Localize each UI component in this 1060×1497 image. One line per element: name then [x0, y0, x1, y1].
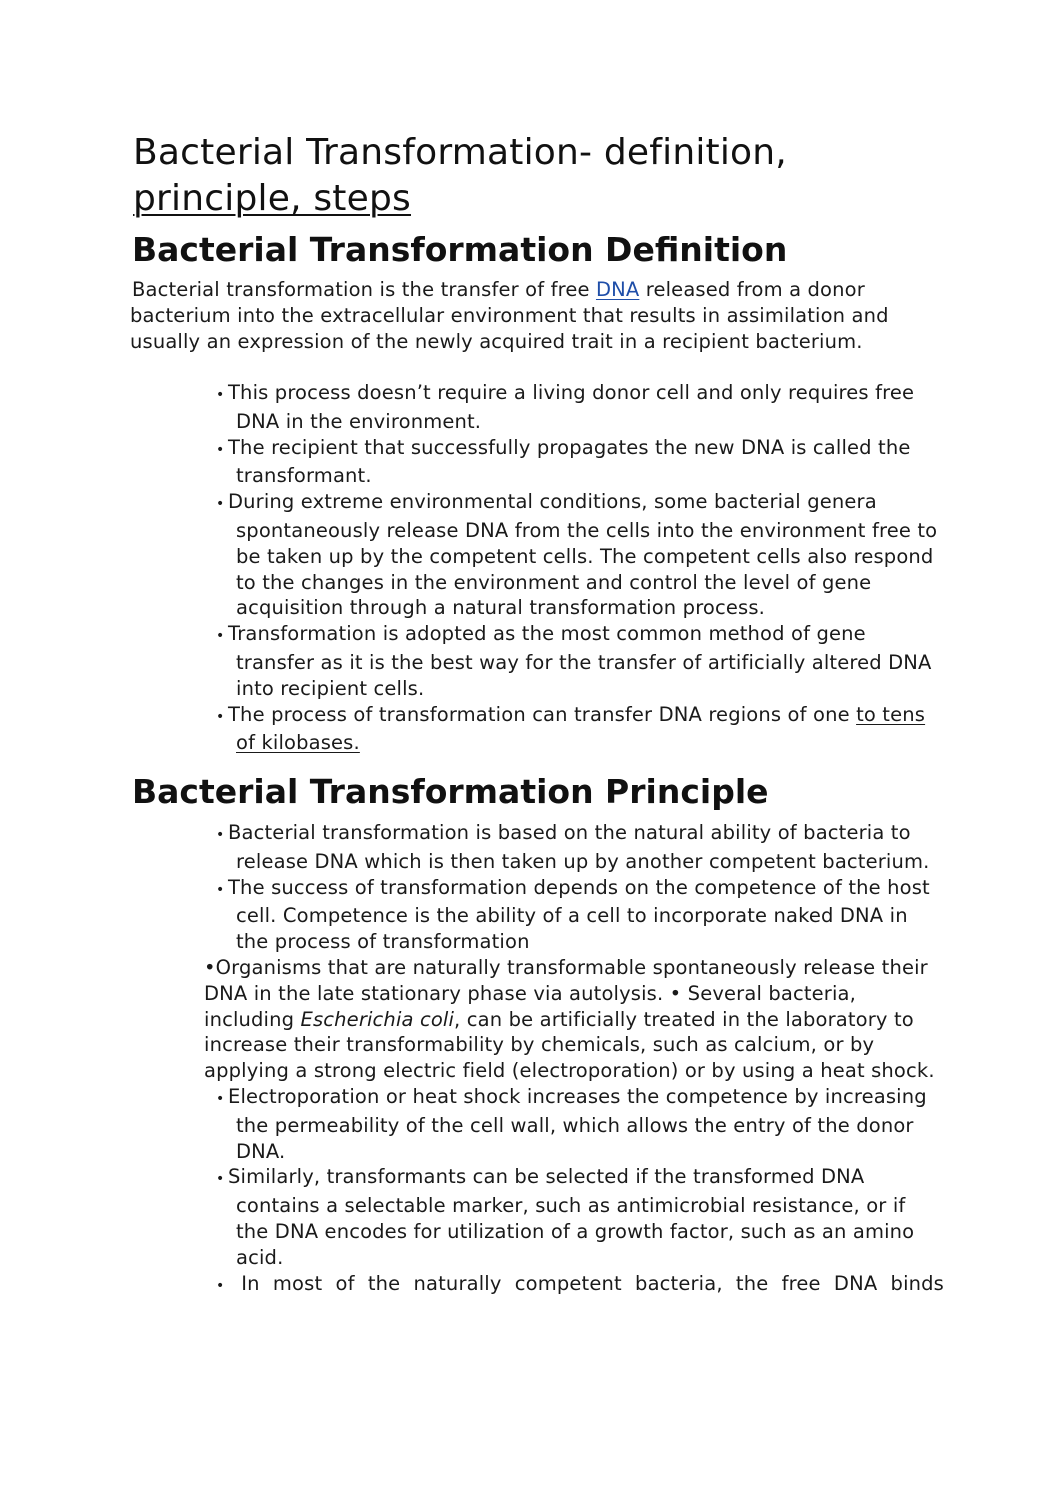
definition-intro [130, 277, 940, 354]
list-item: • This process doesn’t require a living donor cell and only requires free DNA in the environment. [204, 380, 944, 435]
principle-bullet-list [204, 820, 944, 1299]
flat-text-before: •Organisms that are naturally transformable spontaneously release their DNA in the late stationary phase via autolysis. • Several bacteria, including [204, 955, 928, 1031]
list-item: • Bacterial transformation is based on the natural ability of bacteria to release DNA which is then taken up by another competent bacterium. [204, 820, 944, 875]
definition-heading: Bacterial Transformation Definition [132, 230, 788, 269]
list-item: • Transformation is adopted as the most common method of gene transfer as it is the best way for the transfer of artificially altered DNA into recipient cells. [204, 621, 944, 701]
list-item: • In most of the naturally competent bacteria, the free DNA binds [204, 1271, 944, 1300]
list-item [204, 702, 944, 757]
intro-text-before: Bacterial transformation is the transfer of free [132, 278, 596, 301]
list-item: • Similarly, transformants can be selected if the transformed DNA contains a selectable marker, such as antimicrobial resistance, or if the DNA encodes for utilization of a growth factor, such as an amino acid. [204, 1164, 944, 1270]
underlined-text: to tens of kilobases. [236, 702, 926, 755]
definition-bullet-list [204, 380, 944, 756]
page-title [133, 130, 953, 222]
dna-link[interactable]: DNA [595, 278, 640, 301]
title-line-1: Bacterial Transformation- definition, [133, 132, 787, 173]
principle-heading: Bacterial Transformation Principle [132, 772, 769, 811]
flat-text-after: , can be artificially treated in the laboratory to increase their transformability by chemicals, such as calcium, or by applying a strong electric field (electroporation) or by using a heat shock. [204, 1007, 935, 1083]
list-item: • Electroporation or heat shock increases the competence by increasing the permeability of the cell wall, which allows the entry of the donor DNA. [204, 1084, 944, 1164]
title-line-2: principle, steps [133, 178, 411, 219]
list-item: • The recipient that successfully propagates the new DNA is called the transformant. [204, 435, 944, 490]
intro-text-after: released from a donor bacterium into the extracellular environment that results in assimilation and usually an expression of the newly acquired trait in a recipient bacterium. [130, 278, 889, 353]
last-bullet-text: The process of transformation can transfer DNA regions of one [228, 702, 857, 726]
species-name: Escherichia coli [300, 1007, 455, 1031]
list-item: • The success of transformation depends on the competence of the host cell. Competence is the ability of a cell to incorporate naked DNA in the process of transformation [204, 875, 944, 955]
list-item-flat [204, 955, 944, 1084]
list-item: • During extreme environmental conditions, some bacterial genera spontaneously release DNA from the cells into the environment free to be taken up by the competent cells. The competent cells also respond to the changes in the environment and control the level of gene acquisition through a natural transformation process. [204, 489, 944, 621]
